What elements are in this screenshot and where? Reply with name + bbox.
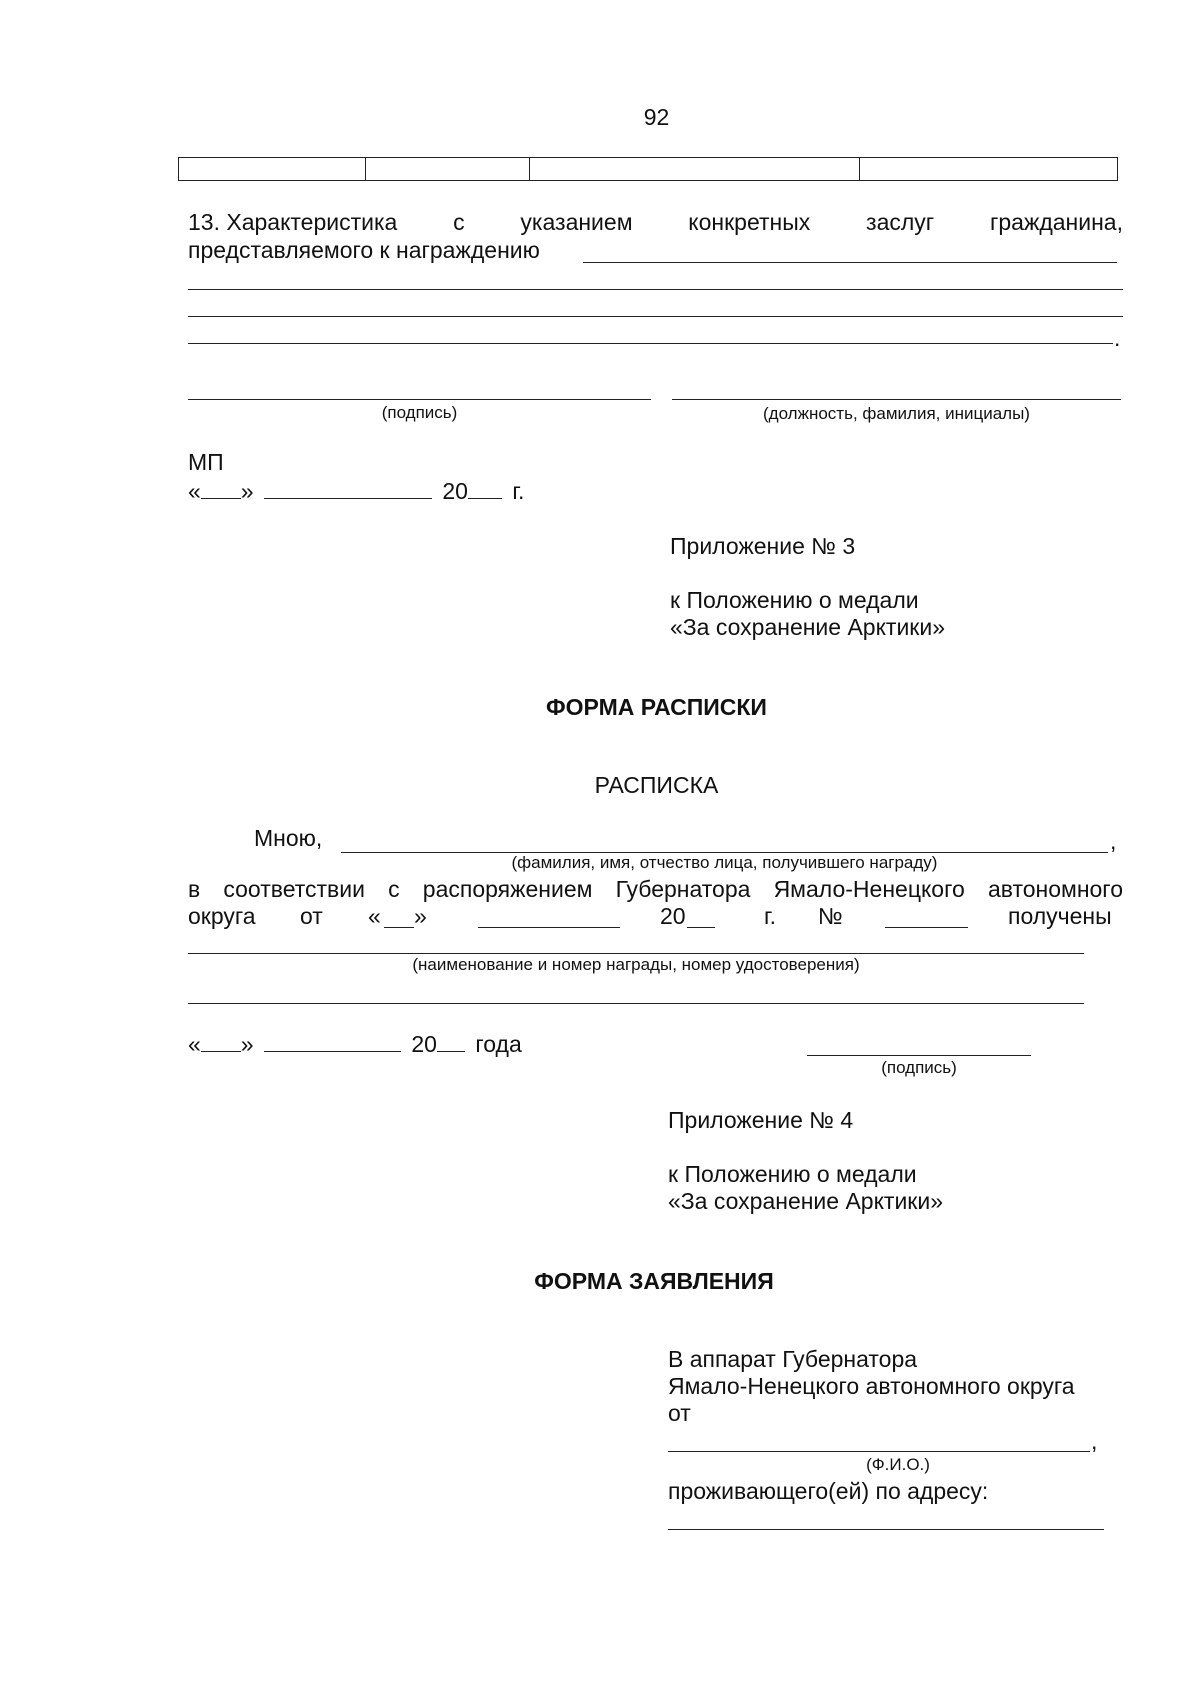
appendix-3-line-2: «За сохранение Арктики» xyxy=(670,614,946,640)
addressee-line-2: Ямало-Ненецкого автономного округа xyxy=(668,1373,1075,1399)
word: с xyxy=(453,209,465,235)
word: от xyxy=(300,903,323,929)
year-suffix: г. xyxy=(764,903,776,929)
appendix-3-title: Приложение № 3 xyxy=(670,533,856,559)
address-line xyxy=(668,1529,1104,1530)
year-blank xyxy=(437,1031,465,1052)
year-prefix: 20 xyxy=(411,1031,437,1057)
seal-place-label: МП xyxy=(188,449,224,475)
appendix-4-line-1: к Положению о медали xyxy=(668,1161,917,1187)
quote-open: « xyxy=(188,478,201,504)
year-blank xyxy=(687,927,715,928)
characteristic-fill-line xyxy=(188,316,1123,317)
page-number: 92 xyxy=(643,104,670,130)
quote-close: » xyxy=(240,1031,254,1057)
year-word: года xyxy=(475,1031,522,1057)
award-caption: (наименование и номер награды, номер удостоверения) xyxy=(412,955,860,974)
word: 13. Характеристика xyxy=(188,209,398,235)
fio-comma: , xyxy=(1091,1428,1098,1454)
day-blank xyxy=(201,1031,241,1052)
fio-line xyxy=(668,1451,1090,1452)
appendix-4-title: Приложение № 4 xyxy=(668,1107,854,1133)
word: заслуг xyxy=(866,209,935,235)
number-blank xyxy=(885,927,968,928)
receipt-date-line xyxy=(188,1031,522,1058)
year-blank xyxy=(468,478,502,499)
month-blank xyxy=(264,478,432,499)
year-suffix: г. xyxy=(512,478,525,504)
word: указанием xyxy=(520,209,633,235)
award-line-2 xyxy=(188,1003,1084,1004)
receipt-signature-line xyxy=(807,1055,1031,1056)
quote-close: » xyxy=(240,478,254,504)
day-blank xyxy=(384,927,414,928)
table-row xyxy=(178,157,1118,181)
award-line xyxy=(188,953,1084,954)
position-line xyxy=(672,399,1121,400)
address-label: проживающего(ей) по адресу: xyxy=(668,1478,989,1504)
receipt-form-heading: ФОРМА РАСПИСКИ xyxy=(546,694,767,720)
day-blank xyxy=(201,478,241,499)
table-cell-divider xyxy=(365,158,366,180)
from-label: от xyxy=(668,1400,691,1426)
recipient-comma: , xyxy=(1110,828,1117,854)
application-form-heading: ФОРМА ЗАЯВЛЕНИЯ xyxy=(534,1268,774,1294)
recipient-name-caption: (фамилия, имя, отчество лица, получившего награду) xyxy=(511,853,938,872)
accordance-line: в соответствии с распоряжением Губернатора Ямало-Ненецкого автономного xyxy=(188,876,1123,902)
receipt-signature-caption: (подпись) xyxy=(881,1058,957,1077)
characteristic-line-1 xyxy=(188,209,1123,236)
characteristic-end-dot: . xyxy=(1114,325,1121,351)
signature-line xyxy=(188,399,651,400)
characteristic-fill-line xyxy=(583,262,1117,263)
characteristic-line-2: представляемого к награждению xyxy=(188,237,540,263)
number-sign: № xyxy=(818,903,843,929)
quote-open: « xyxy=(188,1031,201,1057)
mnoyu-label: Мною, xyxy=(254,825,323,851)
date-line xyxy=(188,478,524,505)
okruga-line xyxy=(188,903,1123,933)
word: конкретных xyxy=(688,209,811,235)
characteristic-fill-line xyxy=(188,289,1123,290)
year-prefix: 20 xyxy=(660,903,686,929)
characteristic-fill-line xyxy=(188,343,1113,344)
quote-close: » xyxy=(414,903,427,929)
receipt-subheading: РАСПИСКА xyxy=(594,772,719,798)
signature-caption: (подпись) xyxy=(381,403,458,422)
appendix-3-line-1: к Положению о медали xyxy=(670,587,919,613)
position-caption: (должность, фамилия, инициалы) xyxy=(763,404,1030,423)
year-prefix: 20 xyxy=(442,478,468,504)
addressee-line-1: В аппарат Губернатора xyxy=(668,1346,918,1372)
month-blank xyxy=(264,1031,401,1052)
fio-caption: (Ф.И.О.) xyxy=(866,1455,930,1474)
word: получены xyxy=(1008,903,1112,929)
word: гражданина, xyxy=(989,209,1123,235)
table-cell-divider xyxy=(529,158,530,180)
appendix-4-line-2: «За сохранение Арктики» xyxy=(668,1188,944,1214)
quote-open: « xyxy=(368,903,381,929)
word: округа xyxy=(188,903,256,929)
table-cell-divider xyxy=(859,158,860,180)
month-blank xyxy=(478,927,620,928)
